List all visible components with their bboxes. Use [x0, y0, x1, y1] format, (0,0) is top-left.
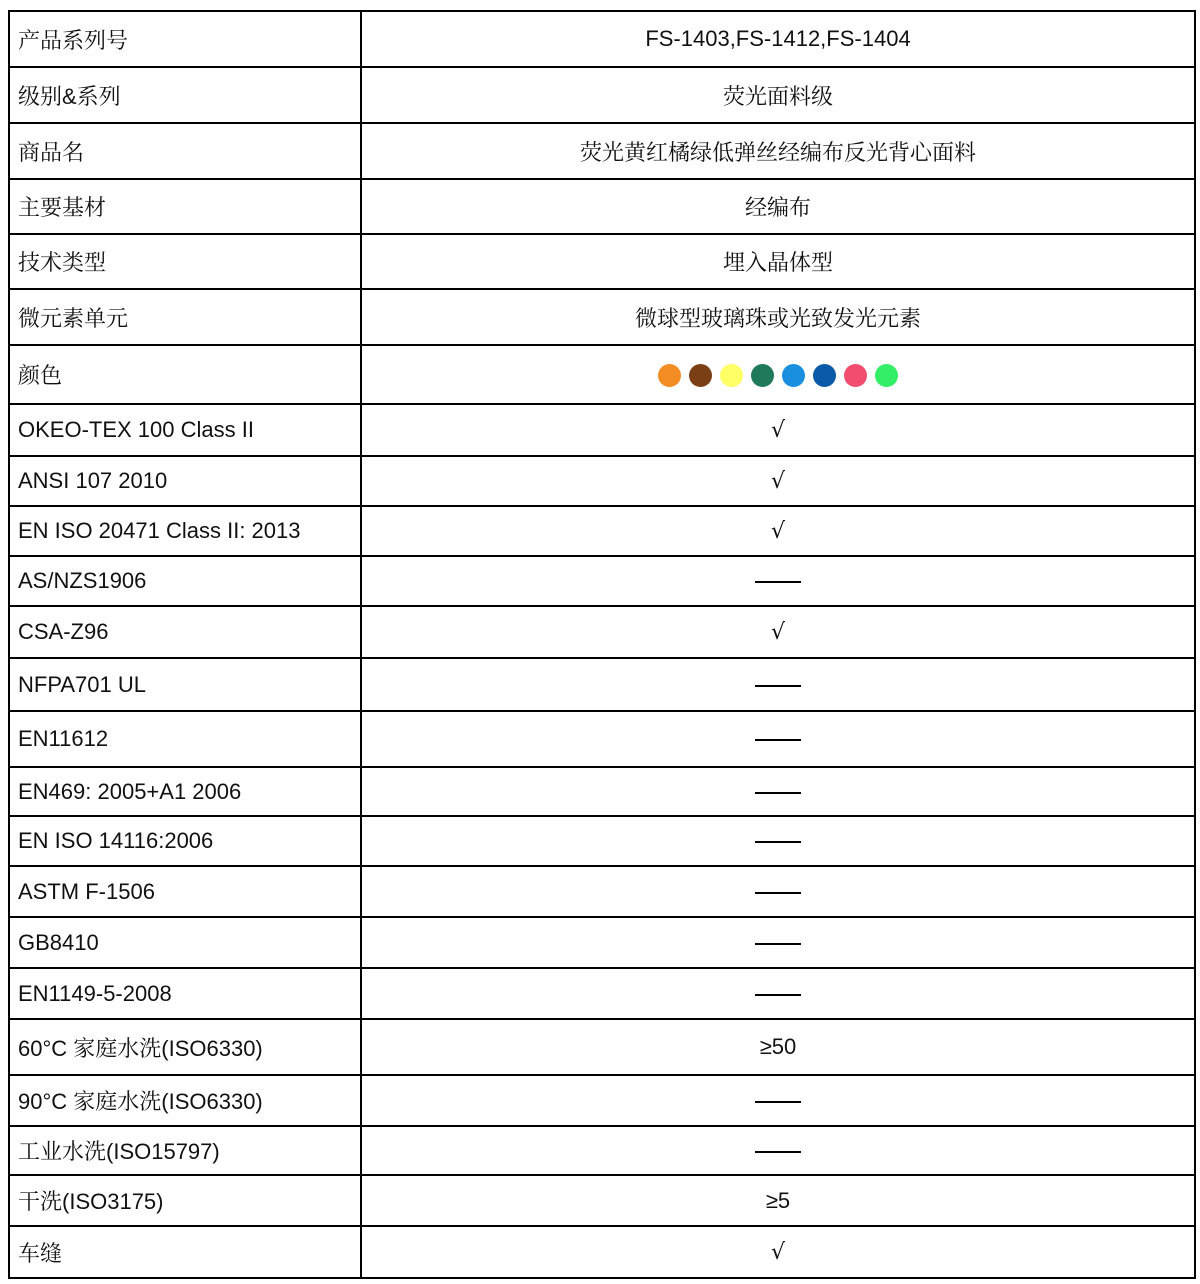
row-label: 工业水洗(ISO15797) [9, 1126, 361, 1175]
row-label: AS/NZS1906 [9, 556, 361, 606]
not-applicable-cell [361, 866, 1195, 917]
check-cell [361, 456, 1195, 506]
table-row [9, 123, 1195, 179]
color-swatch [751, 364, 774, 387]
dash-mark [755, 739, 801, 741]
check-mark: √ [770, 519, 786, 544]
not-applicable-cell [361, 711, 1195, 767]
dash-mark [755, 685, 801, 687]
check-mark: √ [770, 469, 786, 494]
row-value: FS-1403,FS-1412,FS-1404 [361, 11, 1195, 67]
check-cell [361, 1226, 1195, 1278]
table-row [9, 866, 1195, 917]
color-swatch [875, 364, 898, 387]
check-mark: √ [770, 1240, 786, 1265]
row-label: 车缝 [9, 1226, 361, 1278]
check-cell [361, 404, 1195, 456]
check-cell [361, 506, 1195, 556]
row-label: 商品名 [9, 123, 361, 179]
row-value: 微球型玻璃珠或光致发光元素 [361, 289, 1195, 345]
spec-table-body [9, 11, 1195, 1278]
not-applicable-cell [361, 556, 1195, 606]
row-label: EN ISO 20471 Class II: 2013 [9, 506, 361, 556]
not-applicable-cell [361, 1126, 1195, 1175]
not-applicable-cell [361, 767, 1195, 816]
row-label: EN11612 [9, 711, 361, 767]
not-applicable-cell [361, 917, 1195, 968]
table-row [9, 1019, 1195, 1075]
color-swatches [658, 364, 898, 387]
row-value: ≥50 [361, 1019, 1195, 1075]
row-label: 技术类型 [9, 234, 361, 289]
row-label: OKEO-TEX 100 Class II [9, 404, 361, 456]
row-label: 级别&系列 [9, 67, 361, 123]
table-row [9, 711, 1195, 767]
row-label: 颜色 [9, 345, 361, 404]
row-value: 埋入晶体型 [361, 234, 1195, 289]
row-value: 经编布 [361, 179, 1195, 234]
row-label: 产品系列号 [9, 11, 361, 67]
table-row [9, 456, 1195, 506]
dash-mark [755, 1151, 801, 1153]
row-value: ≥5 [361, 1175, 1195, 1226]
table-row [9, 1175, 1195, 1226]
table-row [9, 67, 1195, 123]
dash-mark [755, 943, 801, 945]
dash-mark [755, 994, 801, 996]
row-label: GB8410 [9, 917, 361, 968]
color-swatch [720, 364, 743, 387]
row-label: ANSI 107 2010 [9, 456, 361, 506]
table-row [9, 556, 1195, 606]
row-label: EN ISO 14116:2006 [9, 816, 361, 866]
row-label: EN1149-5-2008 [9, 968, 361, 1019]
table-row [9, 767, 1195, 816]
check-mark: √ [770, 620, 786, 645]
table-row [9, 968, 1195, 1019]
check-cell [361, 606, 1195, 658]
spec-table [8, 10, 1196, 1279]
row-label: 60°C 家庭水洗(ISO6330) [9, 1019, 361, 1075]
table-row [9, 404, 1195, 456]
row-label: 主要基材 [9, 179, 361, 234]
table-row [9, 816, 1195, 866]
table-row [9, 506, 1195, 556]
row-label: ASTM F-1506 [9, 866, 361, 917]
table-row [9, 917, 1195, 968]
table-row [9, 1075, 1195, 1126]
row-label: 微元素单元 [9, 289, 361, 345]
row-value: 荧光黄红橘绿低弹丝经编布反光背心面料 [361, 123, 1195, 179]
color-swatch [658, 364, 681, 387]
not-applicable-cell [361, 968, 1195, 1019]
table-row [9, 1226, 1195, 1278]
row-label: NFPA701 UL [9, 658, 361, 711]
color-swatch [782, 364, 805, 387]
check-mark: √ [770, 418, 786, 443]
color-swatch [689, 364, 712, 387]
table-row [9, 1126, 1195, 1175]
color-swatches-cell [361, 345, 1195, 404]
row-value: 荧光面料级 [361, 67, 1195, 123]
dash-mark [755, 792, 801, 794]
dash-mark [755, 841, 801, 843]
dash-mark [755, 581, 801, 583]
not-applicable-cell [361, 658, 1195, 711]
dash-mark [755, 1101, 801, 1103]
color-swatch [844, 364, 867, 387]
table-row [9, 658, 1195, 711]
row-label: EN469: 2005+A1 2006 [9, 767, 361, 816]
row-label: 干洗(ISO3175) [9, 1175, 361, 1226]
table-row [9, 179, 1195, 234]
table-row [9, 11, 1195, 67]
dash-mark [755, 892, 801, 894]
not-applicable-cell [361, 1075, 1195, 1126]
table-row [9, 345, 1195, 404]
table-row [9, 606, 1195, 658]
row-label: CSA-Z96 [9, 606, 361, 658]
color-swatch [813, 364, 836, 387]
row-label: 90°C 家庭水洗(ISO6330) [9, 1075, 361, 1126]
not-applicable-cell [361, 816, 1195, 866]
table-row [9, 289, 1195, 345]
table-row [9, 234, 1195, 289]
